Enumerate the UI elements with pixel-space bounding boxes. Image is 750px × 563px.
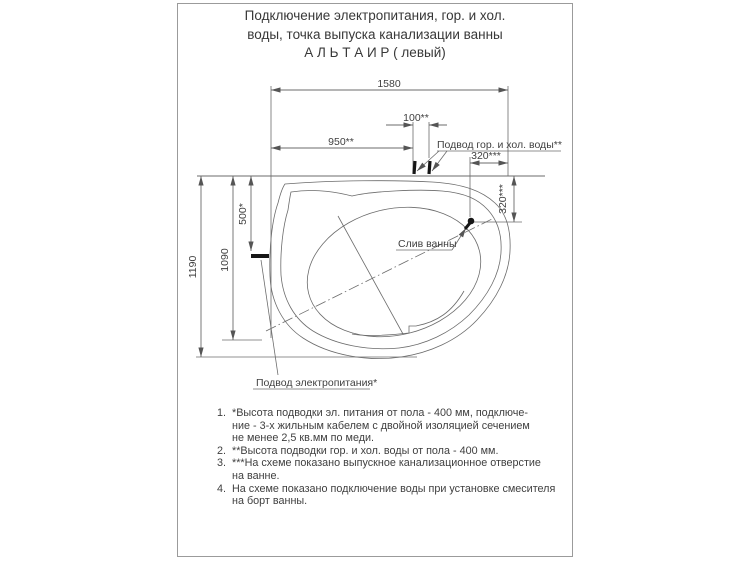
bathtub-outline [266,181,510,359]
note-line: не менее 2,5 кв.мм по меди. [232,432,375,445]
title-line-1: Подключение электропитания, гор. и хол. [244,8,506,23]
note-line: На схеме показано подключение воды при установке смесителя [232,482,556,495]
note-number: 4. [217,482,227,495]
leader-lines [253,151,561,389]
note-line: на ванне. [232,469,280,482]
note-text [232,483,559,508]
note-item-3 [217,457,559,482]
note-item-2 [217,445,559,458]
note-line: ***На схеме показано выпускное канализационное отверстие [232,457,541,470]
electric-label: Подвод электропитания* [256,377,378,389]
drain-label: Слив ванны [398,238,457,250]
dim-text-320-vertical: 320*** [497,184,509,214]
note-number: 1. [217,407,227,419]
note-item-4 [217,483,559,508]
dim-text-320-horizontal: 320*** [471,150,501,162]
bathtub-step-edge [352,291,464,335]
bathtub-bowl [293,190,494,355]
callout-labels [256,139,562,389]
electric-leader [261,260,278,375]
water-point-hot [414,161,415,174]
dim-text-950: 950** [328,136,354,148]
dimension-texts [187,78,509,278]
note-item-1 [217,407,559,445]
dim-text-1190: 1190 [187,255,199,279]
title-line-2: воды, точка выпуска канализации ванны [247,26,503,42]
center-line [266,219,492,331]
bowl-axis-line [338,216,403,334]
dim-text-100: 100** [403,112,429,124]
note-line: *Высота подводки эл. питания от пола - 400 мм, подключе- [232,407,528,419]
note-text [232,445,559,458]
dim-text-1580: 1580 [377,78,401,90]
note-line: ние - 3-х жильным кабелем с двойной изоляцией сечением [232,419,530,432]
note-line: **Высота подводки гор. и хол. воды от пола - 400 мм. [232,444,499,457]
dim-text-1090: 1090 [219,248,231,272]
title-line-3: А Л Ь Т А И Р ( левый) [304,45,446,60]
note-number: 2. [217,444,227,457]
water-supply-label: Подвод гор. и хол. воды** [437,139,562,151]
note-text [232,407,559,445]
note-line: на борт ванны. [232,495,308,508]
drain-point-tick [465,223,470,229]
notes-list [217,407,559,508]
dim-text-500: 500* [237,203,249,225]
water-point-cold [429,161,430,174]
water-leader-2 [432,151,447,171]
note-number: 3. [217,457,227,470]
note-text [232,457,559,482]
